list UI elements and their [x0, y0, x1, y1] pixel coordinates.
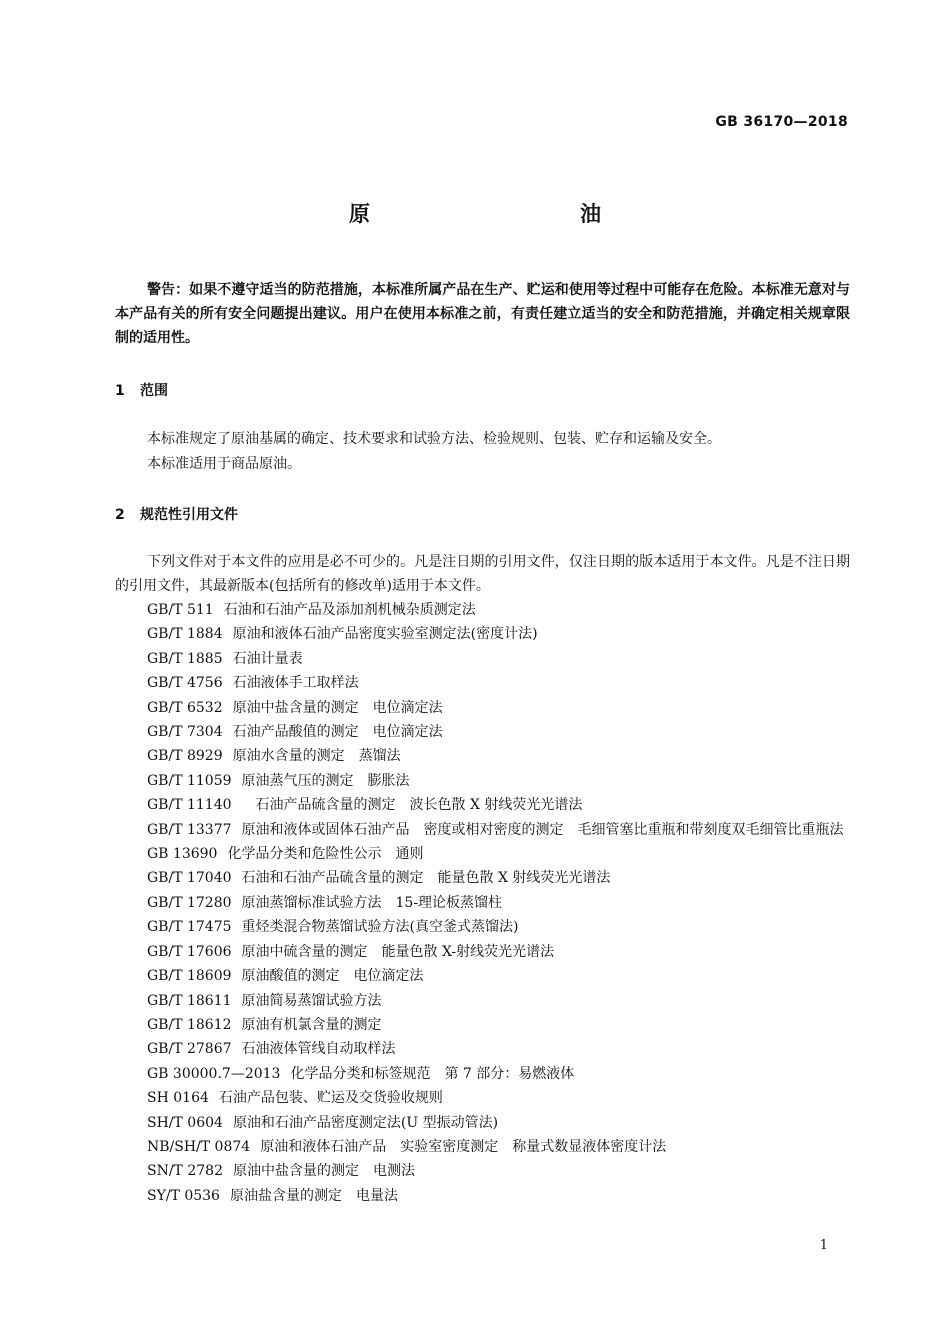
reference-item	[115, 720, 850, 744]
reference-code: SN/T 2782	[147, 1163, 223, 1180]
scope-paragraph-2: 本标准适用于商品原油。	[147, 456, 301, 472]
reference-item	[115, 793, 850, 817]
page-number: 1	[819, 1238, 828, 1253]
reference-code: GB/T 18611	[147, 992, 232, 1009]
reference-item	[115, 671, 850, 695]
reference-item	[115, 818, 850, 842]
reference-item	[115, 622, 850, 646]
section-2-title: 规范性引用文件	[140, 507, 238, 523]
reference-code: GB/T 7304	[147, 724, 223, 741]
standard-number: GB 36170—2018	[715, 114, 848, 130]
reference-title: 原油有机氯含量的测定	[241, 1016, 382, 1033]
reference-code: GB/T 17606	[147, 943, 232, 960]
reference-code: GB/T 1885	[147, 650, 223, 667]
reference-title: 石油产品包装、贮运及交货验收规则	[218, 1090, 443, 1107]
reference-code: GB/T 8929	[147, 748, 223, 765]
reference-title: 原油中盐含量的测定 电测法	[232, 1163, 415, 1180]
section-2-number: 2	[115, 507, 125, 523]
reference-item	[115, 744, 850, 768]
references-intro: 下列文件对于本文件的应用是必不可少的。凡是注日期的引用文件，仅注日期的版本适用于本文件。凡是不注日期的引用文件，其最新版本(包括所有的修改单)适用于本文件。	[115, 554, 850, 595]
reference-title: 原油和液体石油产品 实验室密度测定 称量式数显液体密度计法	[260, 1138, 667, 1155]
reference-code: GB/T 6532	[147, 699, 223, 716]
reference-item	[115, 1086, 850, 1110]
reference-item	[115, 1013, 850, 1037]
reference-code: GB/T 17475	[147, 919, 232, 936]
reference-code: GB/T 17040	[147, 870, 232, 887]
reference-code: GB 13690	[147, 846, 218, 863]
reference-code: SY/T 0536	[147, 1187, 220, 1204]
section-1-title: 范围	[140, 383, 168, 399]
reference-code: SH 0164	[147, 1090, 209, 1107]
reference-code: GB/T 18609	[147, 968, 232, 985]
reference-title: 石油液体管线自动取样法	[241, 1041, 396, 1058]
reference-code: GB/T 27867	[147, 1041, 232, 1058]
reference-title: 原油和液体或固体石油产品 密度或相对密度的测定 毛细管塞比重瓶和带刻度双毛细管比重瓶法	[241, 821, 844, 838]
scope-paragraph-1: 本标准规定了原油基属的确定、技术要求和试验方法、检验规则、包装、贮存和运输及安全。	[147, 431, 721, 447]
reference-title: 原油盐含量的测定 电量法	[229, 1187, 398, 1204]
reference-title: 化学品分类和危险性公示 通则	[227, 846, 424, 863]
reference-item	[115, 1184, 850, 1208]
warning-paragraph: 警告：如果不遵守适当的防范措施，本标准所属产品在生产、贮运和使用等过程中可能存在危险。本标准无意对与本产品有关的所有安全问题提出建议。用户在使用本标准之前，有责任建立适当的安全和防范措施，并确定相关规章限制的适用性。	[115, 282, 850, 346]
reference-title: 原油简易蒸馏试验方法	[241, 992, 382, 1009]
reference-code: GB 30000.7—2013	[147, 1065, 281, 1082]
reference-title: 石油和石油产品及添加剂机械杂质测定法	[223, 602, 476, 618]
reference-code: GB/T 17280	[147, 894, 232, 911]
reference-title: 石油产品硫含量的测定 波长色散 X 射线荧光光谱法	[241, 797, 583, 814]
reference-title: 化学品分类和标签规范 第 7 部分：易燃液体	[290, 1065, 575, 1082]
reference-title: 石油计量表	[232, 650, 303, 667]
reference-code: NB/SH/T 0874	[147, 1138, 251, 1155]
reference-code: GB/T 11059	[147, 772, 232, 789]
reference-title: 原油蒸气压的测定 膨胀法	[241, 772, 410, 789]
reference-item	[115, 940, 850, 964]
reference-item	[115, 989, 850, 1013]
reference-item	[115, 769, 850, 793]
reference-title: 原油酸值的测定 电位滴定法	[241, 968, 424, 985]
reference-code: GB/T 13377	[147, 821, 232, 838]
reference-title: 石油产品酸值的测定 电位滴定法	[232, 724, 443, 741]
reference-title: 原油中盐含量的测定 电位滴定法	[232, 699, 443, 716]
reference-title: 石油液体手工取样法	[232, 675, 359, 692]
section-2-heading	[115, 504, 238, 524]
reference-item	[115, 964, 850, 988]
reference-title: 原油中硫含量的测定 能量色散 X-射线荧光光谱法	[241, 943, 555, 960]
reference-code: GB/T 18612	[147, 1016, 232, 1033]
reference-title: 原油蒸馏标准试验方法 15-理论板蒸馏柱	[241, 894, 503, 911]
reference-item	[115, 1062, 850, 1086]
reference-code: GB/T 1884	[147, 626, 223, 643]
reference-item	[115, 696, 850, 720]
reference-item	[115, 647, 850, 671]
reference-item	[115, 891, 850, 915]
reference-title: 石油和石油产品硫含量的测定 能量色散 X 射线荧光光谱法	[241, 870, 611, 887]
reference-code: GB/T 511	[147, 602, 214, 618]
reference-item	[115, 842, 850, 866]
section-1-number: 1	[115, 383, 125, 399]
reference-item	[115, 598, 850, 622]
reference-code: GB/T 4756	[147, 675, 223, 692]
reference-title: 原油水含量的测定 蒸馏法	[232, 748, 401, 765]
reference-item	[115, 1037, 850, 1061]
reference-code: GB/T 11140	[147, 797, 232, 814]
reference-title: 重烃类混合物蒸馏试验方法(真空釜式蒸馏法)	[241, 919, 519, 936]
reference-title: 原油和石油产品密度测定法(U 型振动管法)	[232, 1114, 499, 1131]
reference-item	[115, 1159, 850, 1183]
reference-list	[115, 598, 850, 1208]
section-1-heading	[115, 380, 168, 400]
reference-title: 原油和液体石油产品密度实验室测定法(密度计法)	[232, 626, 538, 643]
page-title: 原 油	[349, 202, 657, 226]
reference-item	[115, 1135, 850, 1159]
reference-item	[115, 915, 850, 939]
reference-item	[115, 866, 850, 890]
reference-item	[115, 1111, 850, 1135]
reference-code: SH/T 0604	[147, 1114, 223, 1131]
